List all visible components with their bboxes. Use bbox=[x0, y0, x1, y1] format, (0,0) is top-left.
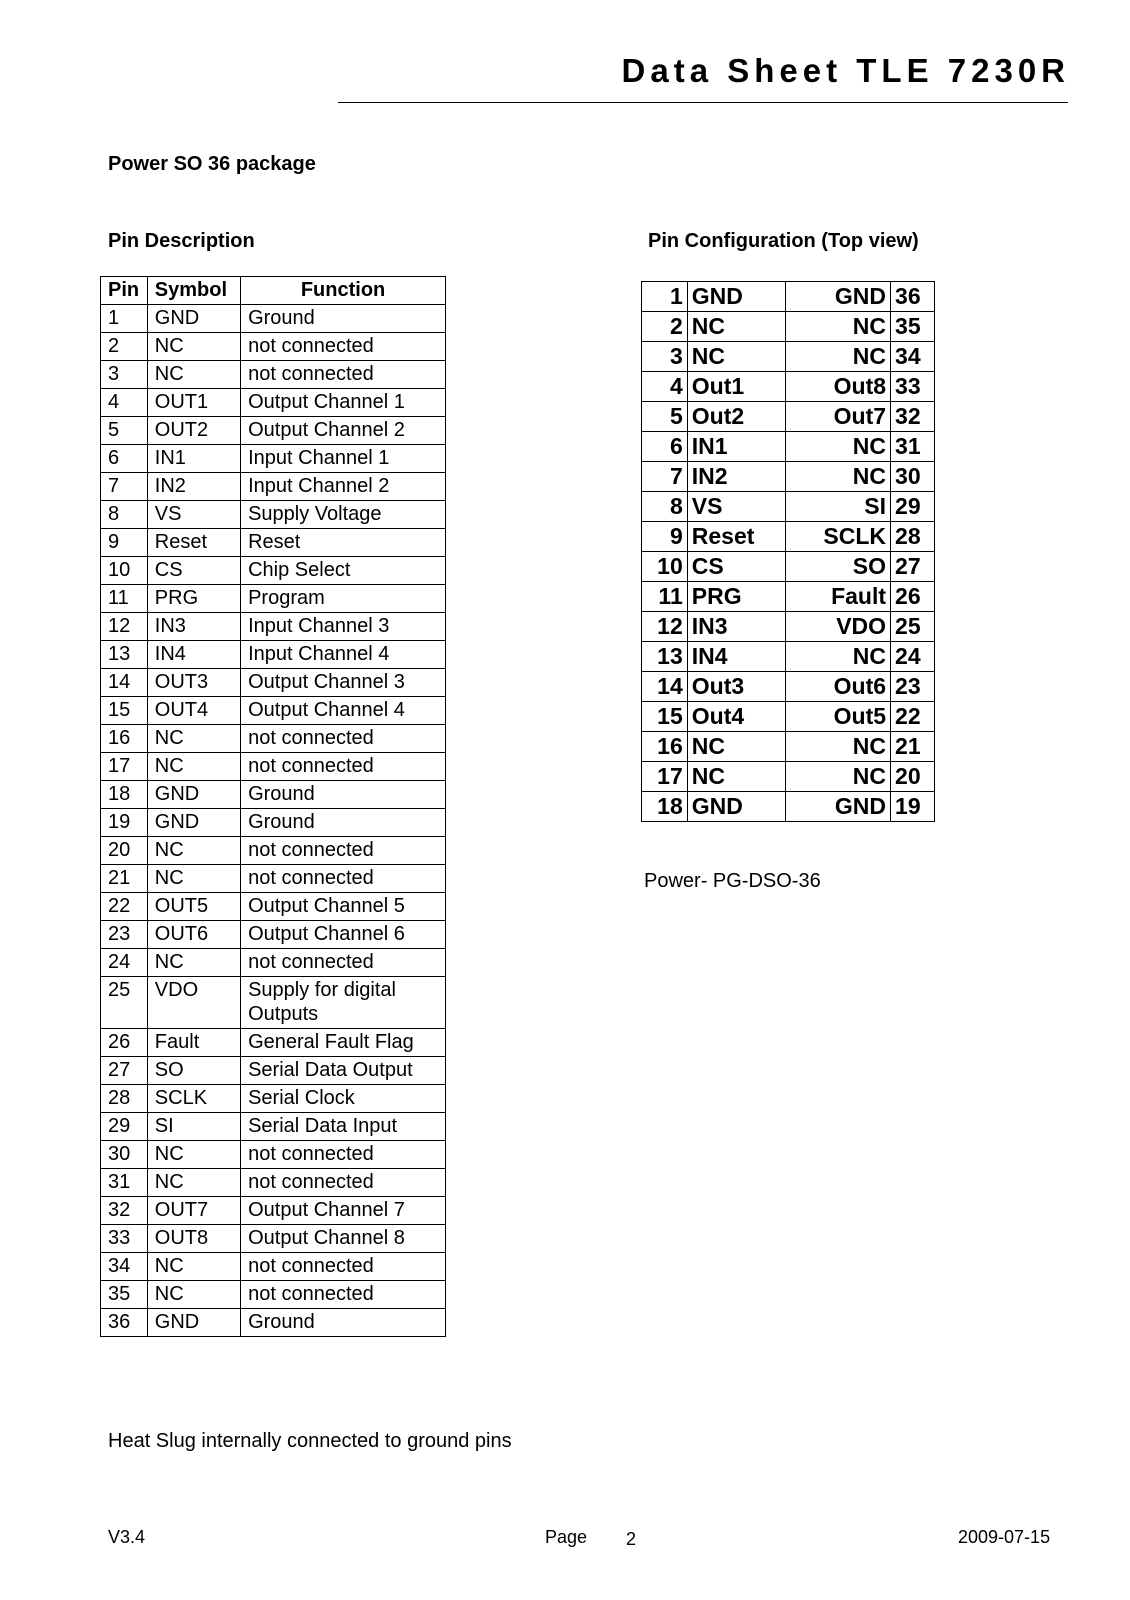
left-pin-number: 7 bbox=[642, 462, 688, 492]
right-pin-number: 27 bbox=[891, 552, 935, 582]
table-row bbox=[642, 732, 935, 762]
pin-symbol-cell: OUT1 bbox=[147, 389, 240, 417]
table-row bbox=[642, 372, 935, 402]
pin-number-cell: 15 bbox=[101, 697, 148, 725]
pin-function-cell: Input Channel 3 bbox=[241, 613, 446, 641]
table-row bbox=[101, 1113, 446, 1141]
left-pin-number: 1 bbox=[642, 282, 688, 312]
right-pin-number: 31 bbox=[891, 432, 935, 462]
right-pin-number: 36 bbox=[891, 282, 935, 312]
pin-symbol-cell: SCLK bbox=[147, 1085, 240, 1113]
pin-symbol-cell: NC bbox=[147, 1281, 240, 1309]
table-row bbox=[101, 1197, 446, 1225]
pin-description-table bbox=[100, 276, 446, 1337]
table-row bbox=[642, 462, 935, 492]
pin-symbol-cell: GND bbox=[147, 1309, 240, 1337]
pin-number-cell: 3 bbox=[101, 361, 148, 389]
pin-function-cell: not connected bbox=[241, 1253, 446, 1281]
left-pin-symbol: NC bbox=[687, 312, 785, 342]
pin-number-cell: 16 bbox=[101, 725, 148, 753]
table-row bbox=[642, 312, 935, 342]
pin-function-cell: Ground bbox=[241, 305, 446, 333]
left-pin-symbol: IN1 bbox=[687, 432, 785, 462]
pin-symbol-cell: NC bbox=[147, 1253, 240, 1281]
right-pin-number: 29 bbox=[891, 492, 935, 522]
right-pin-number: 24 bbox=[891, 642, 935, 672]
table-row bbox=[101, 753, 446, 781]
right-pin-symbol: GND bbox=[785, 282, 890, 312]
table-row bbox=[642, 282, 935, 312]
right-pin-symbol: Out8 bbox=[785, 372, 890, 402]
pin-configuration-table bbox=[641, 281, 935, 822]
pin-number-cell: 1 bbox=[101, 305, 148, 333]
pin-symbol-cell: OUT5 bbox=[147, 893, 240, 921]
left-pin-number: 8 bbox=[642, 492, 688, 522]
table-row bbox=[642, 552, 935, 582]
pin-function-cell: Supply for digital Outputs bbox=[241, 977, 446, 1029]
right-pin-symbol: Out7 bbox=[785, 402, 890, 432]
pin-function-cell: Output Channel 1 bbox=[241, 389, 446, 417]
pin-number-cell: 10 bbox=[101, 557, 148, 585]
left-pin-number: 16 bbox=[642, 732, 688, 762]
right-pin-symbol: NC bbox=[785, 312, 890, 342]
table-row bbox=[101, 949, 446, 977]
right-pin-number: 35 bbox=[891, 312, 935, 342]
left-pin-symbol: PRG bbox=[687, 582, 785, 612]
pin-description-heading: Pin Description bbox=[108, 230, 255, 252]
left-pin-symbol: CS bbox=[687, 552, 785, 582]
table-row bbox=[101, 473, 446, 501]
right-pin-symbol: SI bbox=[785, 492, 890, 522]
pin-number-cell: 19 bbox=[101, 809, 148, 837]
heat-slug-note: Heat Slug internally connected to ground pins bbox=[108, 1430, 512, 1452]
pin-number-cell: 17 bbox=[101, 753, 148, 781]
table-row bbox=[101, 389, 446, 417]
table-row bbox=[101, 305, 446, 333]
pin-function-cell: not connected bbox=[241, 837, 446, 865]
right-pin-symbol: NC bbox=[785, 462, 890, 492]
table-row bbox=[101, 361, 446, 389]
left-pin-symbol: GND bbox=[687, 282, 785, 312]
left-pin-number: 3 bbox=[642, 342, 688, 372]
table-row bbox=[642, 612, 935, 642]
pin-function-cell: not connected bbox=[241, 333, 446, 361]
pin-function-cell: not connected bbox=[241, 1281, 446, 1309]
pin-function-cell: Chip Select bbox=[241, 557, 446, 585]
pin-symbol-cell: OUT3 bbox=[147, 669, 240, 697]
table-row bbox=[101, 417, 446, 445]
pin-symbol-cell: NC bbox=[147, 1169, 240, 1197]
table-row bbox=[101, 921, 446, 949]
left-pin-symbol: NC bbox=[687, 762, 785, 792]
pin-symbol-cell: OUT7 bbox=[147, 1197, 240, 1225]
pin-symbol-cell: VDO bbox=[147, 977, 240, 1029]
pin-number-cell: 35 bbox=[101, 1281, 148, 1309]
table-row bbox=[101, 333, 446, 361]
pin-configuration-heading: Pin Configuration (Top view) bbox=[648, 230, 919, 252]
package-title: Power SO 36 package bbox=[108, 153, 316, 175]
pin-symbol-cell: NC bbox=[147, 1141, 240, 1169]
pin-function-cell: Output Channel 8 bbox=[241, 1225, 446, 1253]
right-pin-number: 34 bbox=[891, 342, 935, 372]
right-pin-symbol: VDO bbox=[785, 612, 890, 642]
pin-function-cell: not connected bbox=[241, 1169, 446, 1197]
pin-function-cell: Ground bbox=[241, 781, 446, 809]
table-row bbox=[101, 1225, 446, 1253]
pin-number-cell: 26 bbox=[101, 1029, 148, 1057]
right-pin-number: 20 bbox=[891, 762, 935, 792]
pin-number-cell: 9 bbox=[101, 529, 148, 557]
table-row bbox=[101, 865, 446, 893]
left-pin-symbol: NC bbox=[687, 342, 785, 372]
table-row bbox=[642, 702, 935, 732]
table-row bbox=[101, 445, 446, 473]
left-pin-number: 14 bbox=[642, 672, 688, 702]
pin-function-cell: Input Channel 4 bbox=[241, 641, 446, 669]
pin-function-cell: not connected bbox=[241, 361, 446, 389]
left-pin-symbol: Reset bbox=[687, 522, 785, 552]
pin-symbol-cell: NC bbox=[147, 753, 240, 781]
pin-function-cell: Ground bbox=[241, 1309, 446, 1337]
pin-function-cell: Ground bbox=[241, 809, 446, 837]
pin-number-cell: 14 bbox=[101, 669, 148, 697]
pin-function-cell: not connected bbox=[241, 725, 446, 753]
pin-number-cell: 18 bbox=[101, 781, 148, 809]
table-row bbox=[642, 432, 935, 462]
right-pin-number: 21 bbox=[891, 732, 935, 762]
pin-number-cell: 4 bbox=[101, 389, 148, 417]
right-pin-number: 33 bbox=[891, 372, 935, 402]
pin-function-cell: Serial Data Input bbox=[241, 1113, 446, 1141]
right-pin-symbol: SO bbox=[785, 552, 890, 582]
pin-number-cell: 12 bbox=[101, 613, 148, 641]
right-pin-number: 32 bbox=[891, 402, 935, 432]
pin-number-cell: 32 bbox=[101, 1197, 148, 1225]
right-pin-symbol: Fault bbox=[785, 582, 890, 612]
right-pin-symbol: Out5 bbox=[785, 702, 890, 732]
table-row bbox=[101, 977, 446, 1029]
table-row bbox=[101, 501, 446, 529]
pin-symbol-cell: IN4 bbox=[147, 641, 240, 669]
pin-symbol-cell: SO bbox=[147, 1057, 240, 1085]
pin-configuration-rows bbox=[642, 282, 935, 822]
pin-number-cell: 8 bbox=[101, 501, 148, 529]
pin-function-cell: Serial Data Output bbox=[241, 1057, 446, 1085]
left-pin-number: 4 bbox=[642, 372, 688, 402]
table-row bbox=[642, 582, 935, 612]
table-row bbox=[101, 1141, 446, 1169]
table-row bbox=[642, 792, 935, 822]
pin-function-cell: Output Channel 6 bbox=[241, 921, 446, 949]
pin-symbol-cell: GND bbox=[147, 781, 240, 809]
pin-symbol-cell: OUT2 bbox=[147, 417, 240, 445]
table-row bbox=[101, 613, 446, 641]
left-pin-symbol: Out4 bbox=[687, 702, 785, 732]
pin-symbol-cell: Reset bbox=[147, 529, 240, 557]
left-pin-symbol: Out2 bbox=[687, 402, 785, 432]
table-header-row bbox=[101, 277, 446, 305]
pin-symbol-cell: NC bbox=[147, 837, 240, 865]
table-row bbox=[101, 893, 446, 921]
table-row bbox=[101, 1169, 446, 1197]
table-row bbox=[101, 837, 446, 865]
left-pin-number: 15 bbox=[642, 702, 688, 732]
pin-symbol-cell: VS bbox=[147, 501, 240, 529]
pin-symbol-cell: NC bbox=[147, 949, 240, 977]
pin-number-cell: 34 bbox=[101, 1253, 148, 1281]
footer-page-number: 2 bbox=[626, 1529, 637, 1549]
pin-symbol-cell: IN1 bbox=[147, 445, 240, 473]
pin-function-cell: Input Channel 2 bbox=[241, 473, 446, 501]
pin-number-cell: 25 bbox=[101, 977, 148, 1029]
table-row bbox=[642, 402, 935, 432]
left-pin-symbol: Out1 bbox=[687, 372, 785, 402]
right-pin-number: 28 bbox=[891, 522, 935, 552]
table-row bbox=[101, 1253, 446, 1281]
pin-number-cell: 21 bbox=[101, 865, 148, 893]
pin-symbol-cell: OUT8 bbox=[147, 1225, 240, 1253]
left-pin-number: 9 bbox=[642, 522, 688, 552]
pin-symbol-cell: SI bbox=[147, 1113, 240, 1141]
table-row bbox=[642, 522, 935, 552]
pin-number-cell: 6 bbox=[101, 445, 148, 473]
table-row bbox=[642, 492, 935, 522]
table-row bbox=[101, 1085, 446, 1113]
left-pin-number: 17 bbox=[642, 762, 688, 792]
package-caption: Power- PG-DSO-36 bbox=[644, 870, 821, 892]
table-row bbox=[101, 585, 446, 613]
pin-function-cell: not connected bbox=[241, 1141, 446, 1169]
right-pin-number: 22 bbox=[891, 702, 935, 732]
pin-function-cell: Output Channel 4 bbox=[241, 697, 446, 725]
right-pin-number: 30 bbox=[891, 462, 935, 492]
left-pin-symbol: GND bbox=[687, 792, 785, 822]
right-pin-number: 26 bbox=[891, 582, 935, 612]
pin-symbol-cell: NC bbox=[147, 725, 240, 753]
table-row bbox=[642, 642, 935, 672]
pin-number-cell: 22 bbox=[101, 893, 148, 921]
pin-symbol-cell: GND bbox=[147, 305, 240, 333]
header-rule bbox=[338, 102, 1068, 103]
table-row bbox=[642, 672, 935, 702]
table-row bbox=[101, 725, 446, 753]
pin-number-cell: 20 bbox=[101, 837, 148, 865]
pin-number-cell: 36 bbox=[101, 1309, 148, 1337]
left-pin-symbol: IN4 bbox=[687, 642, 785, 672]
pin-number-cell: 27 bbox=[101, 1057, 148, 1085]
pin-number-cell: 28 bbox=[101, 1085, 148, 1113]
pin-function-cell: not connected bbox=[241, 753, 446, 781]
left-pin-symbol: IN2 bbox=[687, 462, 785, 492]
left-pin-symbol: Out3 bbox=[687, 672, 785, 702]
pin-number-cell: 24 bbox=[101, 949, 148, 977]
table-row bbox=[101, 1309, 446, 1337]
table-row bbox=[101, 641, 446, 669]
left-pin-number: 12 bbox=[642, 612, 688, 642]
table-row bbox=[101, 1029, 446, 1057]
footer-version: V3.4 bbox=[108, 1527, 146, 1547]
table-row bbox=[101, 697, 446, 725]
pin-function-cell: Output Channel 3 bbox=[241, 669, 446, 697]
left-pin-number: 5 bbox=[642, 402, 688, 432]
pin-function-cell: not connected bbox=[241, 865, 446, 893]
table-row bbox=[101, 669, 446, 697]
document-title: Data Sheet TLE 7230R bbox=[621, 52, 1070, 89]
column-header-symbol: Symbol bbox=[147, 277, 240, 305]
table-row bbox=[101, 1057, 446, 1085]
pin-function-cell: Program bbox=[241, 585, 446, 613]
left-pin-number: 18 bbox=[642, 792, 688, 822]
right-pin-number: 23 bbox=[891, 672, 935, 702]
pin-number-cell: 11 bbox=[101, 585, 148, 613]
column-header-pin: Pin bbox=[101, 277, 148, 305]
pin-number-cell: 31 bbox=[101, 1169, 148, 1197]
pin-symbol-cell: IN2 bbox=[147, 473, 240, 501]
pin-number-cell: 29 bbox=[101, 1113, 148, 1141]
left-pin-number: 13 bbox=[642, 642, 688, 672]
pin-function-cell: Supply Voltage bbox=[241, 501, 446, 529]
right-pin-number: 25 bbox=[891, 612, 935, 642]
pin-function-cell: Output Channel 7 bbox=[241, 1197, 446, 1225]
pin-symbol-cell: GND bbox=[147, 809, 240, 837]
table-row bbox=[101, 781, 446, 809]
right-pin-symbol: Out6 bbox=[785, 672, 890, 702]
pin-symbol-cell: NC bbox=[147, 361, 240, 389]
table-row bbox=[101, 529, 446, 557]
pin-function-cell: General Fault Flag bbox=[241, 1029, 446, 1057]
pin-function-cell: Output Channel 5 bbox=[241, 893, 446, 921]
pin-number-cell: 30 bbox=[101, 1141, 148, 1169]
pin-number-cell: 7 bbox=[101, 473, 148, 501]
right-pin-symbol: NC bbox=[785, 762, 890, 792]
pin-number-cell: 13 bbox=[101, 641, 148, 669]
right-pin-symbol: SCLK bbox=[785, 522, 890, 552]
left-pin-symbol: VS bbox=[687, 492, 785, 522]
pin-symbol-cell: OUT6 bbox=[147, 921, 240, 949]
pin-description-rows bbox=[101, 305, 446, 1337]
footer-date: 2009-07-15 bbox=[958, 1527, 1051, 1547]
table-row bbox=[101, 809, 446, 837]
left-pin-number: 11 bbox=[642, 582, 688, 612]
column-header-function: Function bbox=[241, 277, 446, 305]
pin-symbol-cell: IN3 bbox=[147, 613, 240, 641]
pin-symbol-cell: Fault bbox=[147, 1029, 240, 1057]
pin-function-cell: Input Channel 1 bbox=[241, 445, 446, 473]
right-pin-symbol: NC bbox=[785, 642, 890, 672]
pin-number-cell: 5 bbox=[101, 417, 148, 445]
pin-symbol-cell: NC bbox=[147, 865, 240, 893]
pin-number-cell: 23 bbox=[101, 921, 148, 949]
pin-number-cell: 33 bbox=[101, 1225, 148, 1253]
footer-page-label: Page bbox=[545, 1527, 588, 1547]
left-pin-number: 10 bbox=[642, 552, 688, 582]
table-row bbox=[642, 342, 935, 372]
pin-symbol-cell: PRG bbox=[147, 585, 240, 613]
right-pin-number: 19 bbox=[891, 792, 935, 822]
pin-function-cell: Reset bbox=[241, 529, 446, 557]
right-pin-symbol: NC bbox=[785, 732, 890, 762]
table-row bbox=[642, 762, 935, 792]
left-pin-number: 6 bbox=[642, 432, 688, 462]
table-row bbox=[101, 557, 446, 585]
pin-function-cell: not connected bbox=[241, 949, 446, 977]
table-row bbox=[101, 1281, 446, 1309]
right-pin-symbol: GND bbox=[785, 792, 890, 822]
pin-function-cell: Serial Clock bbox=[241, 1085, 446, 1113]
left-pin-number: 2 bbox=[642, 312, 688, 342]
pin-function-cell: Output Channel 2 bbox=[241, 417, 446, 445]
pin-symbol-cell: OUT4 bbox=[147, 697, 240, 725]
left-pin-symbol: IN3 bbox=[687, 612, 785, 642]
pin-number-cell: 2 bbox=[101, 333, 148, 361]
pin-symbol-cell: CS bbox=[147, 557, 240, 585]
pin-symbol-cell: NC bbox=[147, 333, 240, 361]
right-pin-symbol: NC bbox=[785, 342, 890, 372]
right-pin-symbol: NC bbox=[785, 432, 890, 462]
left-pin-symbol: NC bbox=[687, 732, 785, 762]
